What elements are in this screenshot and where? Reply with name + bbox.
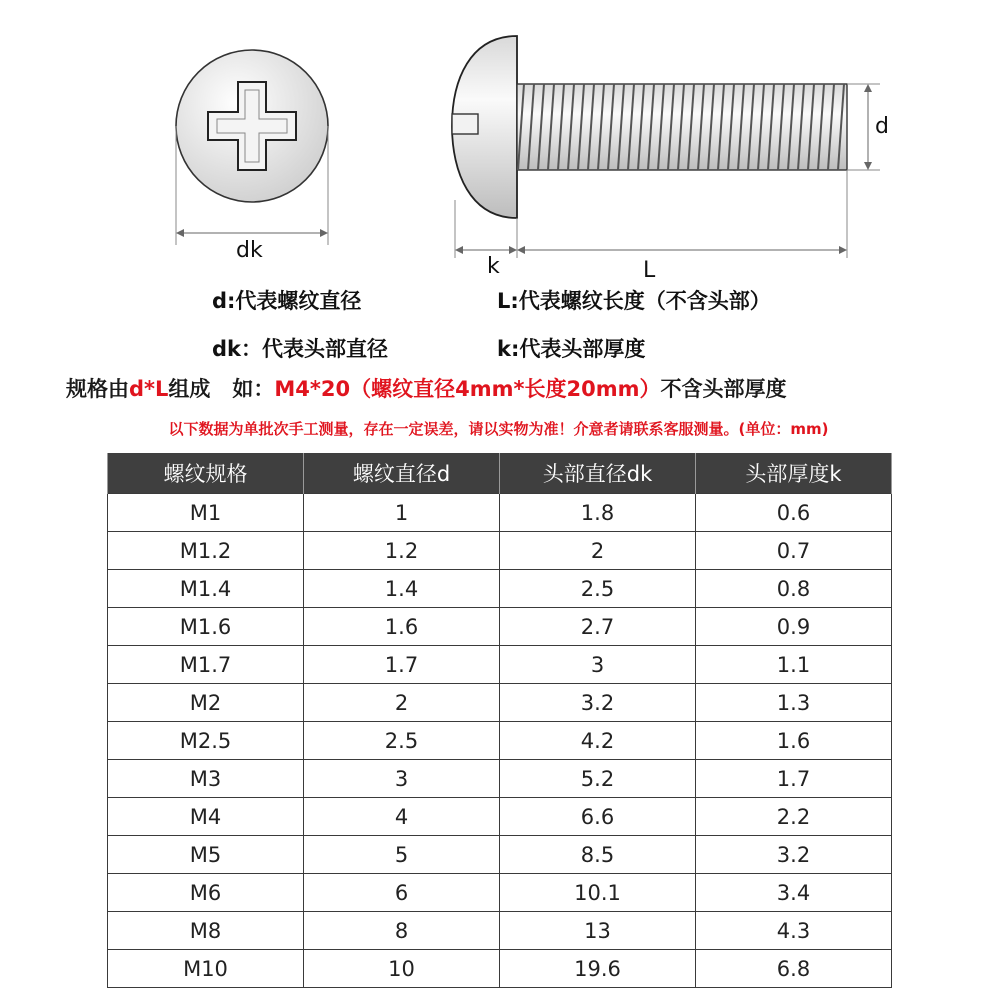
table-row xyxy=(108,950,892,988)
table-cell: 1.4 xyxy=(304,570,500,608)
table-cell: 3.2 xyxy=(500,684,696,722)
table-cell: 1.2 xyxy=(304,532,500,570)
table-cell: 1.7 xyxy=(304,646,500,684)
table-row xyxy=(108,532,892,570)
spec-prefix: 规格由 xyxy=(66,377,129,401)
table-row xyxy=(108,836,892,874)
l-dimension-label: L xyxy=(643,258,656,283)
table-cell: 1 xyxy=(304,494,500,532)
table-row xyxy=(108,646,892,684)
table-row xyxy=(108,494,892,532)
table-header-cell: 螺纹直径d xyxy=(304,453,500,494)
table-row xyxy=(108,722,892,760)
legend-d: d:代表螺纹直径 xyxy=(212,289,362,313)
table-cell: 1.7 xyxy=(696,760,892,798)
table-cell: 0.7 xyxy=(696,532,892,570)
table-cell: 10 xyxy=(304,950,500,988)
table-cell: 0.9 xyxy=(696,608,892,646)
spec-format-line xyxy=(66,377,946,402)
table-cell: 5.2 xyxy=(500,760,696,798)
table-cell: M6 xyxy=(108,874,304,912)
table-cell: 2 xyxy=(304,684,500,722)
table-cell: M1.7 xyxy=(108,646,304,684)
spec-middle: 组成 xyxy=(168,377,211,401)
table-row xyxy=(108,570,892,608)
table-cell: 3.2 xyxy=(696,836,892,874)
table-cell: 4.3 xyxy=(696,912,892,950)
table-cell: 3.4 xyxy=(696,874,892,912)
legend-l: L:代表螺纹长度（不含头部） xyxy=(497,289,771,313)
table-cell: M5 xyxy=(108,836,304,874)
table-row xyxy=(108,760,892,798)
table-cell: 13 xyxy=(500,912,696,950)
table-cell: M1.4 xyxy=(108,570,304,608)
table-cell: 5 xyxy=(304,836,500,874)
table-cell: M1.2 xyxy=(108,532,304,570)
table-row xyxy=(108,608,892,646)
table-cell: 4 xyxy=(304,798,500,836)
table-cell: 1.6 xyxy=(304,608,500,646)
table-cell: 6 xyxy=(304,874,500,912)
d-dimension-label: d xyxy=(875,114,889,139)
dk-dimension-label: dk xyxy=(236,238,263,263)
table-cell: M1.6 xyxy=(108,608,304,646)
screw-side-view xyxy=(452,36,880,258)
spec-suffix: 不含头部厚度 xyxy=(660,377,787,401)
table-cell: 4.2 xyxy=(500,722,696,760)
table-cell: 2.2 xyxy=(696,798,892,836)
table-cell: 2.7 xyxy=(500,608,696,646)
table-row xyxy=(108,798,892,836)
head-top-view xyxy=(176,50,328,245)
table-cell: 1.8 xyxy=(500,494,696,532)
spec-example-prefix: 如： xyxy=(232,377,275,401)
table-cell: M4 xyxy=(108,798,304,836)
table-cell: 2.5 xyxy=(500,570,696,608)
spec-formula: d*L xyxy=(129,377,169,401)
table-cell: M10 xyxy=(108,950,304,988)
table-cell: 3 xyxy=(500,646,696,684)
legend-k: k:代表头部厚度 xyxy=(497,337,646,361)
table-cell: M2.5 xyxy=(108,722,304,760)
measurement-note: 以下数据为单批次手工测量，存在一定误差，请以实物为准！介意者请联系客服测量。(单位：mm) xyxy=(168,420,829,438)
table-cell: 3 xyxy=(304,760,500,798)
table-cell: 1.6 xyxy=(696,722,892,760)
table-cell: 6.8 xyxy=(696,950,892,988)
table-header-cell: 螺纹规格 xyxy=(108,453,304,494)
table-cell: 2 xyxy=(500,532,696,570)
table-cell: 6.6 xyxy=(500,798,696,836)
table-row xyxy=(108,912,892,950)
table-cell: 10.1 xyxy=(500,874,696,912)
table-row xyxy=(108,684,892,722)
table-cell: M2 xyxy=(108,684,304,722)
table-cell: M3 xyxy=(108,760,304,798)
table-cell: M1 xyxy=(108,494,304,532)
table-header-row xyxy=(108,453,892,494)
table-cell: 0.8 xyxy=(696,570,892,608)
table-header-cell: 头部厚度k xyxy=(696,453,892,494)
table-cell: 0.6 xyxy=(696,494,892,532)
table-header-cell: 头部直径dk xyxy=(500,453,696,494)
table-cell: 8.5 xyxy=(500,836,696,874)
k-dimension-label: k xyxy=(487,254,500,279)
table-cell: 8 xyxy=(304,912,500,950)
table-cell: 1.1 xyxy=(696,646,892,684)
table-cell: 19.6 xyxy=(500,950,696,988)
table-row xyxy=(108,874,892,912)
spec-example: M4*20（螺纹直径4mm*长度20mm） xyxy=(274,377,661,401)
table-cell: 2.5 xyxy=(304,722,500,760)
screw-dimension-drawing xyxy=(0,0,997,290)
size-table xyxy=(107,453,892,988)
table-cell: M8 xyxy=(108,912,304,950)
legend-dk: dk：代表头部直径 xyxy=(212,337,388,361)
table-cell: 1.3 xyxy=(696,684,892,722)
